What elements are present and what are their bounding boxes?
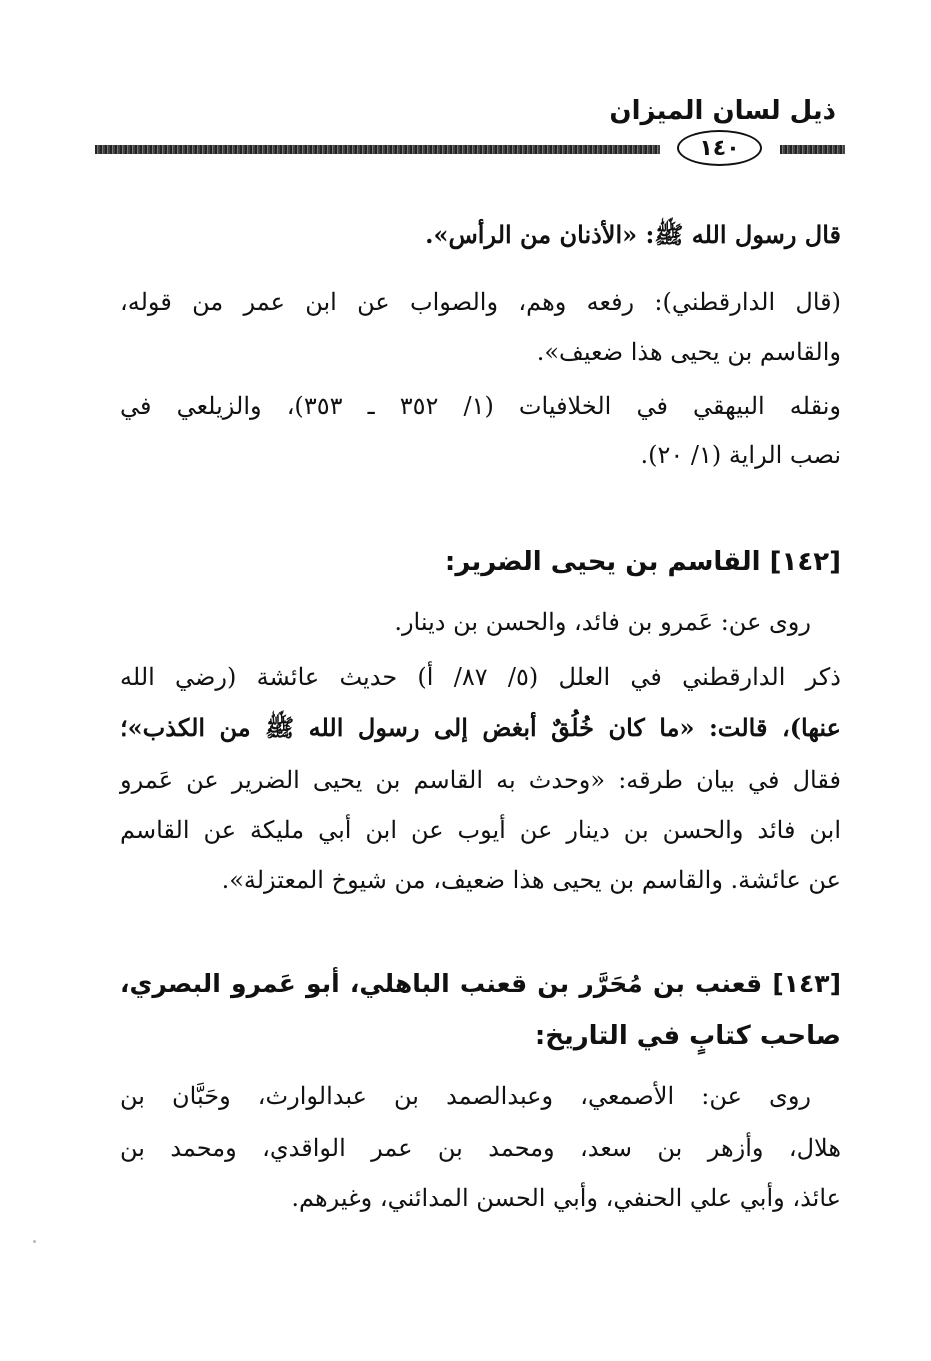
text-line: (قال الدارقطني): رفعه وهم، والصواب عن ابن عمر من قوله، [120, 288, 841, 316]
scan-speck [33, 1240, 36, 1243]
text-line: ابن فائد والحسن بن دينار عن أيوب عن ابن أبي مليكة عن القاسم [120, 816, 841, 844]
running-header-title: ذيل لسان الميزان [609, 96, 836, 126]
text-line: قال رسول الله ﷺ: «الأذنان من الرأس». [425, 220, 841, 249]
text-line: ونقله البيهقي في الخلافيات (١/ ٣٥٢ ـ ٣٥٣)، والزيلعي في [120, 392, 842, 420]
text-line: عنها)، قالت: «ما كان خُلُقٌ أبغض إلى رسول الله ﷺ من الكذب»؛ [120, 713, 841, 742]
text-line: روى عن: عَمرو بن فائد، والحسن بن دينار. [394, 608, 811, 636]
text-line: عائذ، وأبي علي الحنفي، وأبي الحسن المدائني، وغيرهم. [291, 1184, 841, 1212]
entry-heading: [١٤٢] القاسم بن يحيى الضرير: [444, 547, 841, 577]
entry-heading: [١٤٣] قعنب بن مُحَرَّر بن قعنب الباهلي، أبو عَمرو البصري، [120, 969, 841, 998]
text-line: ذكر الدارقطني في العلل (٥/ ٨٧/ أ) حديث عائشة (رضي الله [120, 663, 841, 691]
header-rule-right [780, 145, 845, 154]
header-rule-left [95, 145, 660, 154]
entry-heading: صاحب كتابٍ في التاريخ: [534, 1021, 841, 1051]
text-line: نصب الراية (١/ ٢٠). [640, 441, 841, 469]
page-number-badge: ١٤٠ [677, 130, 762, 166]
text-line: عن عائشة. والقاسم بن يحيى هذا ضعيف، من شيوخ المعتزلة». [221, 866, 841, 894]
text-line: والقاسم بن يحيى هذا ضعيف». [536, 338, 841, 366]
text-line: فقال في بيان طرقه: «وحدث به القاسم بن يحيى الضرير عن عَمرو [120, 766, 841, 794]
text-line: روى عن: الأصمعي، وعبدالصمد بن عبدالوارث، وحَبَّان بن [120, 1082, 811, 1110]
text-line: هلال، وأزهر بن سعد، ومحمد بن عمر الواقدي، ومحمد بن [120, 1134, 841, 1162]
